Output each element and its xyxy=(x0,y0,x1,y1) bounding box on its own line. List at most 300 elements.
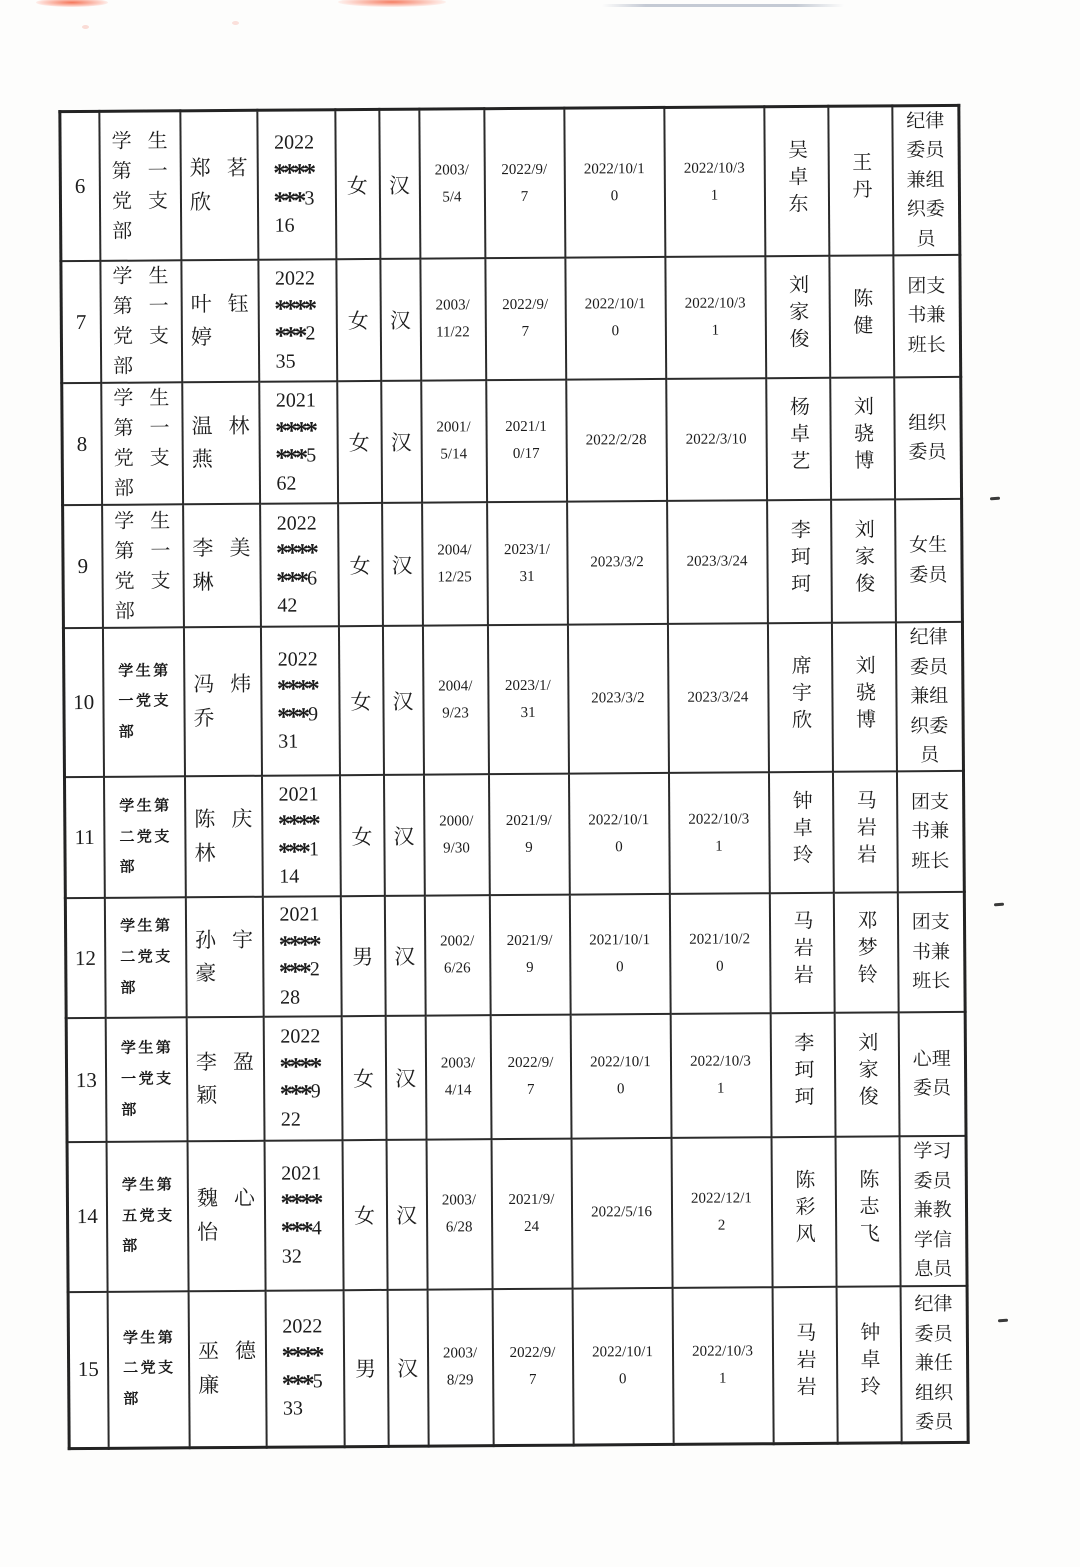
date-a-cell xyxy=(487,625,568,775)
branch-name: 学生第一党支部 xyxy=(111,129,169,243)
id-number-cell xyxy=(264,1141,343,1291)
masked-digit-star: * xyxy=(288,958,302,987)
person-a-cell xyxy=(766,378,831,500)
masked-digit-star: * xyxy=(297,837,311,867)
branch-name: 学生第一党支部 xyxy=(120,1040,172,1119)
person-a-cell xyxy=(765,256,830,378)
masked-id-number: 2022*******235 xyxy=(273,267,317,373)
masked-digit-star: * xyxy=(306,675,320,704)
branch-cell xyxy=(106,1142,188,1292)
birth-date: 2003/4/14 xyxy=(440,1055,476,1099)
person-a-name: 马岩岩 xyxy=(792,1321,816,1403)
masked-digit-star: * xyxy=(291,1369,305,1399)
gender-value: 女 xyxy=(351,824,373,850)
branch-name: 学生第一党支部 xyxy=(114,510,171,623)
person-a-cell xyxy=(771,1137,836,1287)
person-b-cell xyxy=(829,256,894,378)
ethnicity-cell xyxy=(379,109,420,259)
gender-cell xyxy=(342,1140,387,1289)
date-c-cell xyxy=(670,1014,771,1139)
person-b-cell xyxy=(832,772,897,893)
date-c: 2022/10/31 xyxy=(683,159,745,204)
masked-digit-star: * xyxy=(281,1370,295,1399)
birth-date-cell xyxy=(419,109,485,259)
date-c: 2022/3/10 xyxy=(685,431,747,448)
masked-id-number: 2022*******642 xyxy=(275,511,319,617)
birth-date-cell xyxy=(421,380,487,502)
date-c: 2022/12/12 xyxy=(690,1190,752,1234)
ethnicity-value: 汉 xyxy=(388,173,410,198)
masked-digit-star: * xyxy=(283,294,297,324)
birth-date: 2001/5/14 xyxy=(436,419,471,463)
member-name-cell xyxy=(184,776,262,898)
birth-date-cell xyxy=(422,502,488,625)
ethnicity-cell xyxy=(380,259,421,381)
person-b-cell xyxy=(831,623,896,773)
birth-date-cell xyxy=(425,1016,491,1140)
masked-digit-star: * xyxy=(285,566,299,596)
masked-digit-star: * xyxy=(282,159,296,188)
row-number-cell xyxy=(68,1291,108,1448)
birth-date: 2000/9/30 xyxy=(439,813,474,857)
masked-digit-star: * xyxy=(309,1052,323,1082)
role-title: 组织委员 xyxy=(908,412,947,464)
date-c-cell xyxy=(667,623,768,773)
date-b-cell xyxy=(571,1138,672,1288)
masked-id-number: 2021*******228 xyxy=(278,903,322,1009)
person-a-cell xyxy=(767,500,832,623)
masked-digit-star: * xyxy=(289,1080,303,1109)
date-c-cell xyxy=(671,1138,772,1288)
masked-digit-star: * xyxy=(272,159,286,188)
date-a: 2023/1/31 xyxy=(504,677,551,721)
person-b-name: 刘家俊 xyxy=(851,518,874,600)
masked-digit-star: * xyxy=(287,810,301,839)
scan-dot-2 xyxy=(232,21,239,25)
masked-id-number: 2022*******533 xyxy=(281,1314,325,1421)
date-a: 2021/9/9 xyxy=(505,812,552,856)
masked-digit-star: * xyxy=(280,1217,294,1246)
date-b: 2022/10/10 xyxy=(588,811,650,856)
branch-cell xyxy=(100,261,182,384)
masked-id-number: 2021*******432 xyxy=(279,1162,323,1268)
person-b-cell xyxy=(834,1013,899,1137)
id-number-cell xyxy=(265,1290,344,1448)
date-b: 2022/10/10 xyxy=(583,160,645,204)
masked-digit-star: * xyxy=(296,702,310,732)
ethnicity-value: 汉 xyxy=(391,553,413,578)
member-name-cell xyxy=(181,260,259,383)
role-title: 团支书兼班长 xyxy=(907,276,946,357)
branch-name: 学生第一党支部 xyxy=(118,663,169,741)
role-title: 团支书兼班长 xyxy=(911,912,951,993)
date-b: 2022/10/10 xyxy=(592,1343,653,1388)
person-a-name: 吴卓东 xyxy=(784,138,808,220)
date-a: 2021/9/24 xyxy=(508,1191,555,1235)
scan-smudge-red-2 xyxy=(338,0,446,7)
branch-name: 学生第二党支部 xyxy=(122,1330,174,1408)
scan-dot-1 xyxy=(82,25,89,29)
person-b-cell xyxy=(828,106,893,256)
person-b-name: 王丹 xyxy=(848,151,872,206)
role-title: 心理委员 xyxy=(912,1048,952,1100)
masked-digit-star: * xyxy=(308,930,322,960)
date-c-cell xyxy=(669,894,770,1015)
date-a-cell xyxy=(492,1288,573,1446)
gender-cell xyxy=(335,109,380,259)
member-name: 陈庆林 xyxy=(194,807,253,866)
date-c: 2021/10/20 xyxy=(689,931,751,975)
masked-digit-star: * xyxy=(298,930,312,960)
birth-date: 2003/8/29 xyxy=(442,1345,478,1389)
row-number-cell xyxy=(65,898,105,1018)
ethnicity-cell xyxy=(385,1016,426,1140)
masked-digit-star: * xyxy=(274,416,288,446)
id-number-cell xyxy=(260,626,339,776)
masked-digit-star: * xyxy=(298,958,312,987)
branch-name: 学生第二党支部 xyxy=(119,918,171,997)
member-name-cell xyxy=(188,1290,266,1448)
table-row xyxy=(67,1136,967,1291)
person-a-name: 李珂珂 xyxy=(787,518,810,600)
date-a-cell xyxy=(489,895,570,1016)
date-a-cell xyxy=(490,1015,571,1140)
role-cell xyxy=(897,892,965,1012)
gender-cell xyxy=(340,896,385,1016)
row-number-cell xyxy=(60,111,100,261)
masked-digit-star: * xyxy=(293,294,307,323)
date-b-cell xyxy=(568,773,669,895)
masked-digit-star: * xyxy=(273,322,287,351)
branch-cell xyxy=(102,504,184,628)
date-a: 2022/9/7 xyxy=(507,1055,554,1099)
masked-digit-star: * xyxy=(284,444,298,473)
masked-id-number: 2021*******114 xyxy=(277,783,321,889)
role-title: 纪律委员兼任组织委员 xyxy=(914,1294,954,1434)
date-c: 2022/10/31 xyxy=(690,1053,751,1097)
date-a: 2022/9/7 xyxy=(502,296,549,341)
birth-date: 2004/9/23 xyxy=(438,678,473,722)
gender-value: 女 xyxy=(347,309,369,334)
masked-digit-star: * xyxy=(292,186,306,215)
gender-cell xyxy=(338,626,383,775)
branch-name: 学生第二党支部 xyxy=(119,798,170,877)
birth-date-cell xyxy=(426,1140,492,1290)
table-row xyxy=(65,892,965,1018)
gender-cell xyxy=(338,503,383,626)
masked-digit-star: * xyxy=(275,539,289,568)
date-c: 2023/3/24 xyxy=(687,689,749,707)
date-c-cell xyxy=(664,107,765,257)
ethnicity-cell xyxy=(382,503,423,626)
row-number-cell xyxy=(63,505,103,628)
masked-digit-star: * xyxy=(291,1342,305,1371)
date-a-cell xyxy=(486,380,567,503)
branch-cell xyxy=(107,1291,189,1449)
masked-digit-star: * xyxy=(275,566,289,596)
person-a-cell xyxy=(767,623,832,773)
date-a: 2022/9/7 xyxy=(509,1344,556,1388)
role-cell xyxy=(898,1012,966,1136)
member-name: 郑茗欣 xyxy=(189,155,248,214)
date-b: 2022/10/10 xyxy=(590,1054,651,1098)
gender-value: 女 xyxy=(348,431,370,456)
row-number: 11 xyxy=(74,825,95,850)
gender-value: 男 xyxy=(355,1356,377,1381)
person-a-name: 刘家俊 xyxy=(785,274,809,356)
masked-digit-star: * xyxy=(283,322,297,351)
role-title: 团支书兼班长 xyxy=(910,791,950,872)
date-b-cell xyxy=(564,107,665,257)
date-a-cell xyxy=(485,258,566,381)
row-number: 10 xyxy=(73,690,95,715)
person-a-cell xyxy=(770,1013,835,1137)
member-name: 李美琳 xyxy=(192,535,251,594)
masked-digit-star: * xyxy=(295,566,309,596)
person-b-name: 陈健 xyxy=(849,287,872,342)
masked-digit-star: * xyxy=(276,703,290,732)
person-a-cell xyxy=(769,893,834,1013)
table-row xyxy=(68,1285,968,1448)
member-name: 孙宇豪 xyxy=(195,927,254,986)
id-number-cell xyxy=(258,259,337,382)
scan-dash-mark-3 xyxy=(998,1319,1008,1323)
masked-digit-star: * xyxy=(294,444,308,473)
date-b: 2021/10/10 xyxy=(589,932,651,976)
date-b-cell xyxy=(565,257,666,380)
masked-digit-star: * xyxy=(287,838,301,867)
person-a-cell xyxy=(772,1286,837,1443)
member-roster-table xyxy=(58,104,969,1450)
ethnicity-cell xyxy=(384,896,425,1016)
masked-digit-star: * xyxy=(309,1189,323,1218)
masked-digit-star: * xyxy=(281,1342,295,1371)
date-a: 2022/9/7 xyxy=(501,161,548,205)
masked-digit-star: * xyxy=(274,444,288,473)
masked-id-number: 2022*******922 xyxy=(279,1025,323,1131)
person-b-name: 马岩岩 xyxy=(853,789,876,871)
masked-digit-star: * xyxy=(273,294,287,324)
date-b-cell xyxy=(572,1287,673,1445)
ethnicity-value: 汉 xyxy=(394,945,416,970)
birth-date-cell xyxy=(420,258,486,380)
role-cell xyxy=(893,255,961,377)
id-number-cell xyxy=(260,503,339,627)
member-name: 温林燕 xyxy=(191,413,250,472)
member-name: 李盈颖 xyxy=(195,1049,255,1108)
table-row xyxy=(61,255,961,383)
person-b-name: 刘家俊 xyxy=(854,1031,878,1114)
date-b-cell xyxy=(567,501,668,625)
person-a-cell xyxy=(764,106,829,256)
ethnicity-value: 汉 xyxy=(395,1067,417,1092)
person-b-cell xyxy=(830,378,895,500)
masked-digit-star: * xyxy=(303,294,317,323)
row-number: 12 xyxy=(74,945,97,970)
ethnicity-value: 汉 xyxy=(392,689,414,714)
ethnicity-value: 汉 xyxy=(390,430,412,456)
role-cell xyxy=(896,771,964,892)
person-b-cell xyxy=(831,500,896,623)
ethnicity-value: 汉 xyxy=(389,308,411,334)
masked-digit-star: * xyxy=(285,539,299,568)
person-a-name: 陈彩风 xyxy=(791,1168,815,1251)
masked-digit-star: * xyxy=(279,1080,293,1109)
member-name-cell xyxy=(183,504,261,628)
birth-date-cell xyxy=(427,1289,493,1446)
date-a-cell xyxy=(491,1139,572,1289)
masked-id-number: 2022*******316 xyxy=(272,131,316,237)
masked-digit-star: * xyxy=(279,1189,293,1218)
date-c-cell xyxy=(666,378,767,501)
masked-digit-star: * xyxy=(288,930,302,960)
table-row xyxy=(64,771,964,898)
person-a-name: 马岩岩 xyxy=(789,910,813,992)
birth-date-cell xyxy=(423,775,489,896)
branch-cell xyxy=(102,627,184,777)
masked-digit-star: * xyxy=(278,931,292,960)
member-name: 魏心怡 xyxy=(196,1186,256,1245)
masked-digit-star: * xyxy=(299,1052,313,1082)
date-c-cell xyxy=(665,256,766,379)
ethnicity-value: 汉 xyxy=(395,1203,418,1228)
masked-digit-star: * xyxy=(289,1052,303,1082)
ethnicity-value: 汉 xyxy=(393,824,415,849)
row-number-cell xyxy=(63,628,103,777)
masked-digit-star: * xyxy=(292,159,306,188)
date-c: 2022/10/31 xyxy=(684,295,746,339)
row-number: 14 xyxy=(76,1204,98,1229)
gender-value: 女 xyxy=(353,1203,376,1229)
table-row xyxy=(66,1012,966,1142)
member-table-body xyxy=(60,105,968,1448)
ethnicity-cell xyxy=(383,775,424,896)
masked-digit-star: * xyxy=(284,416,298,446)
branch-cell xyxy=(103,777,185,899)
id-number-cell xyxy=(262,897,341,1018)
id-number-cell xyxy=(263,1017,342,1142)
member-name-cell xyxy=(186,1017,264,1142)
masked-digit-star: * xyxy=(294,416,308,445)
table-row xyxy=(63,499,963,628)
birth-date-cell xyxy=(424,896,490,1016)
person-b-name: 刘骁博 xyxy=(850,395,873,477)
id-number-cell xyxy=(257,110,336,260)
role-title: 纪律委员兼组织委员 xyxy=(906,110,945,250)
masked-digit-star: * xyxy=(297,810,311,839)
masked-digit-star: * xyxy=(289,1189,303,1218)
row-number: 15 xyxy=(77,1357,99,1382)
role-cell xyxy=(895,622,963,772)
date-b-cell xyxy=(567,624,668,774)
row-number-cell xyxy=(66,1018,106,1142)
date-a: 2021/10/17 xyxy=(505,418,547,463)
person-a-name: 钟卓玲 xyxy=(789,789,812,871)
date-c: 2022/10/31 xyxy=(688,811,750,855)
masked-digit-star: * xyxy=(290,1217,304,1246)
table-row xyxy=(60,105,960,261)
row-number: 7 xyxy=(75,309,87,334)
person-b-name: 刘骁博 xyxy=(852,654,875,736)
date-a: 2023/1/31 xyxy=(503,541,550,585)
person-a-name: 杨卓艺 xyxy=(786,396,809,478)
row-number: 8 xyxy=(76,431,88,456)
row-number-cell xyxy=(67,1142,107,1291)
masked-id-number: 2022*******931 xyxy=(276,647,320,754)
branch-name: 学生第一党支部 xyxy=(113,387,170,500)
gender-value: 女 xyxy=(346,173,368,198)
branch-cell xyxy=(104,898,186,1019)
person-a-name: 李珂珂 xyxy=(790,1032,814,1114)
role-cell xyxy=(895,499,963,622)
gender-cell xyxy=(341,1016,386,1140)
masked-digit-star: * xyxy=(293,322,307,351)
masked-digit-star: * xyxy=(311,1342,325,1371)
person-b-cell xyxy=(835,1137,900,1287)
role-cell xyxy=(894,377,962,499)
date-a-cell xyxy=(484,108,565,258)
date-b: 2023/3/2 xyxy=(591,690,645,707)
branch-name: 学生第五党支部 xyxy=(121,1177,173,1256)
branch-cell xyxy=(99,111,181,261)
masked-digit-star: * xyxy=(286,702,300,732)
date-c-cell xyxy=(672,1287,773,1445)
masked-digit-star: * xyxy=(300,1217,314,1246)
masked-digit-star: * xyxy=(299,1080,313,1109)
table-row xyxy=(62,377,962,505)
row-number: 9 xyxy=(77,554,89,579)
masked-digit-star: * xyxy=(277,810,291,839)
masked-digit-star: * xyxy=(305,539,319,568)
table-row xyxy=(63,622,963,777)
date-b-cell xyxy=(570,1014,671,1139)
masked-digit-star: * xyxy=(299,1189,313,1218)
masked-digit-star: * xyxy=(295,539,309,568)
gender-cell xyxy=(337,381,382,503)
ethnicity-cell xyxy=(386,1140,427,1289)
role-cell xyxy=(892,105,960,255)
person-b-name: 邓梦铃 xyxy=(853,909,877,992)
masked-digit-star: * xyxy=(301,1342,315,1371)
id-number-cell xyxy=(261,776,340,898)
branch-name: 学生第一党支部 xyxy=(112,265,169,378)
date-b-cell xyxy=(566,379,667,502)
ethnicity-cell xyxy=(381,381,422,503)
scan-dash-mark-1 xyxy=(990,497,1000,501)
scan-dash-mark-2 xyxy=(994,903,1004,907)
ethnicity-value: 汉 xyxy=(397,1356,419,1381)
date-b: 2022/10/10 xyxy=(584,296,646,340)
gender-cell xyxy=(339,775,384,896)
masked-digit-star: * xyxy=(279,1053,293,1082)
member-name-cell xyxy=(185,897,263,1018)
role-title: 学习委员兼教学信息员 xyxy=(913,1141,953,1281)
role-cell xyxy=(900,1285,968,1442)
gender-value: 女 xyxy=(349,553,371,578)
date-c: 2022/10/31 xyxy=(692,1343,753,1387)
masked-digit-star: * xyxy=(304,416,318,445)
member-name: 巫德廉 xyxy=(197,1339,257,1398)
ethnicity-cell xyxy=(382,626,423,775)
role-title: 女生委员 xyxy=(909,535,948,586)
masked-digit-star: * xyxy=(301,1369,315,1399)
member-name-cell xyxy=(187,1141,265,1291)
masked-digit-star: * xyxy=(307,810,321,839)
birth-date: 2003/6/28 xyxy=(441,1192,477,1236)
masked-digit-star: * xyxy=(277,838,291,867)
masked-digit-star: * xyxy=(296,675,310,704)
gender-value: 女 xyxy=(350,689,372,714)
